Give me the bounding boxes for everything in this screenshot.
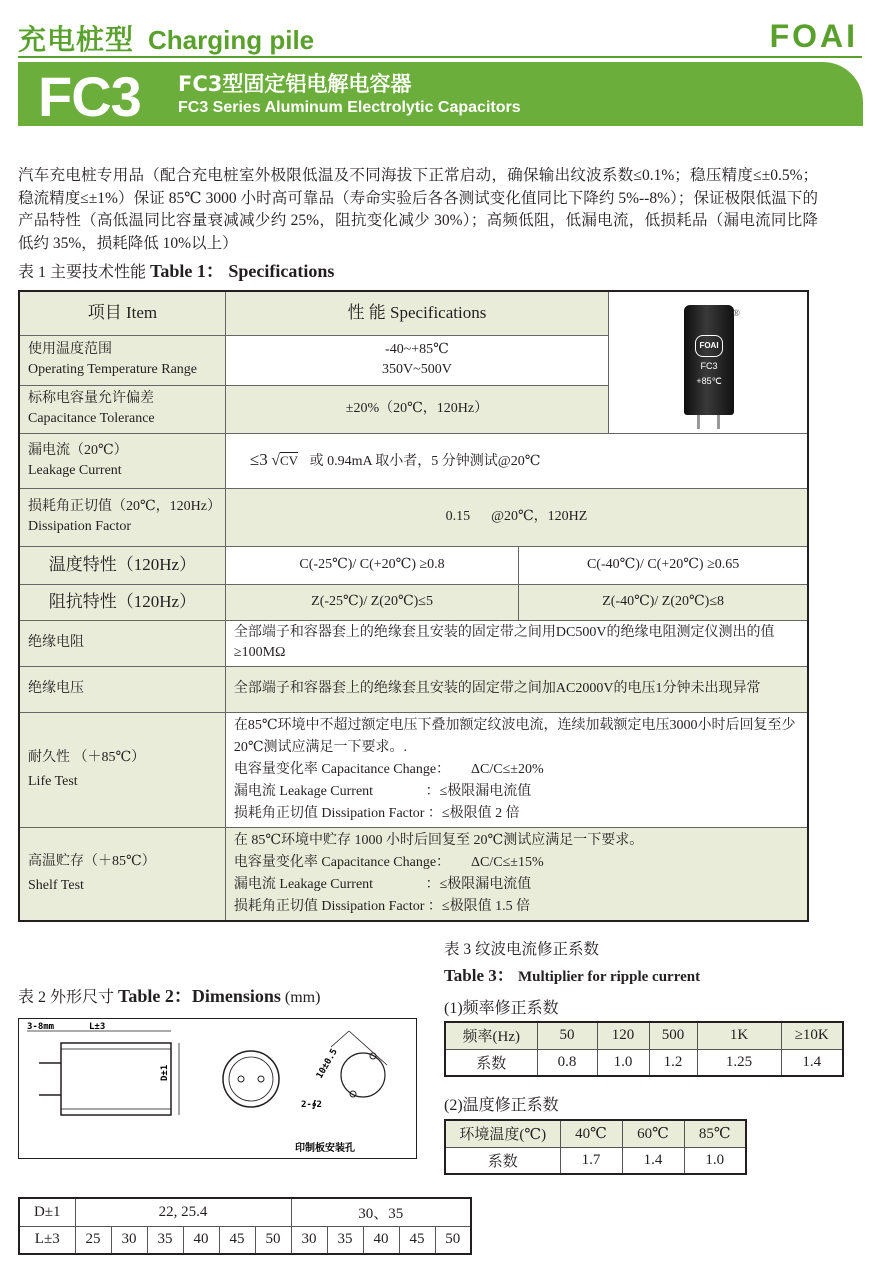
capacitor-icon: FOAI FC3 +85℃	[684, 305, 734, 415]
row-imp-label: 阻抗特性（120Hz）	[19, 584, 225, 620]
title-en: Charging pile	[148, 25, 315, 55]
row-temp-value: -40~+85℃ 350V~500V	[225, 335, 608, 385]
dim-l-value: 35	[147, 1226, 183, 1254]
table3-caption-en: Table 3： Multiplier for ripple current	[444, 966, 701, 985]
series-title-cn: FC3型固定铝电解电容器	[178, 72, 412, 96]
row-insr-label: 绝缘电阻	[19, 620, 225, 666]
dim-l-value: 30	[111, 1226, 147, 1254]
temp-coef-value: 1.0	[684, 1147, 746, 1174]
row-shelf-label: 高温贮存（＋85℃） Shelf Test	[19, 827, 225, 921]
freq-col-header: 50	[537, 1022, 597, 1049]
intro-paragraph: 汽车充电桩专用品（配合充电桩室外极限低温及不同海拔下正常启动，确保输出纹波系数≤0.1%；稳压精度≤±0.5%；稳流精度≤±1%）保证 85℃ 3000 小时高可靠品（寿命实验后各各测试变化值同比下降约 5%--8%）；保证极限低温下的产品特性（高低温同比容量衰减减少约 25%，阻抗变化减少 30%）；高频低阻，低漏电流，低损耗品（漏电流同比降低约 35%，损耗降低 10%以上）	[18, 167, 818, 252]
dim-d-group2: 30、35	[291, 1198, 471, 1226]
dim-l-value: 35	[327, 1226, 363, 1254]
head-item: 项目 Item	[19, 291, 225, 335]
temp-col-header: 60℃	[622, 1120, 684, 1147]
dim-l-value: 50	[255, 1226, 291, 1254]
temp-col-header: 40℃	[560, 1120, 622, 1147]
temp-coef-label: 系数	[445, 1147, 560, 1174]
freq-col-header: ≥10K	[781, 1022, 843, 1049]
dimension-diagram	[19, 1019, 415, 1157]
row-tol-label: 标称电容量允许偏差 Capacitance Tolerance	[19, 385, 225, 433]
row-imp-v2: Z(-40℃)/ Z(20℃)≤8	[519, 584, 808, 620]
series-title-en: FC3 Series Aluminum Electrolytic Capacitors	[178, 99, 521, 116]
freq-coef-value: 1.4	[781, 1049, 843, 1076]
row-temp-label: 使用温度范围 Operating Temperature Range	[19, 335, 225, 385]
row-life-value: 在85℃环境中不超过额定电压下叠加额定纹波电流，连续加载额定电压3000小时后回复至少20℃测试应满足一下要求。. 电容量变化率 Capacitance Change： ΔC/C≤±20% 漏电流 Leakage Current ：≤极限漏电流值 损耗角正切值 Dissipation Factor ：≤极限值 2 倍	[225, 712, 808, 827]
row-leak-value: ≤3 √CV 或 0.94mA 取小者，5 分钟测试@20℃	[225, 433, 808, 488]
table1-caption	[18, 257, 334, 283]
header-divider	[18, 56, 862, 58]
hole-label: 2-∮2	[301, 1100, 322, 1110]
frequency-table	[444, 1021, 844, 1077]
table1-caption-cn: 表 1 主要技术性能	[18, 264, 147, 281]
dim-l-value: 25	[75, 1226, 111, 1254]
capacitor-photo: FOAI FC3 +85℃ ®	[609, 291, 809, 433]
row-leak-label: 漏电流（20℃） Leakage Current	[19, 433, 225, 488]
brand-logo: FOAI	[769, 18, 858, 54]
temp-col-header: 85℃	[684, 1120, 746, 1147]
temp-coef-value: 1.7	[560, 1147, 622, 1174]
dim-l-value: 40	[363, 1226, 399, 1254]
title-cn: 充电桩型	[18, 23, 135, 56]
freq-col-header: 500	[649, 1022, 697, 1049]
row-df-label: 损耗角正切值（20℃，120Hz） Dissipation Factor	[19, 488, 225, 546]
dim-l-value: 30	[291, 1226, 327, 1254]
header-title	[18, 18, 314, 58]
temp-coef-value: 1.4	[622, 1147, 684, 1174]
head-spec: 性 能 Specifications	[225, 291, 608, 335]
row-tc-v2: C(-40℃)/ C(+20℃) ≥0.65	[519, 546, 808, 584]
row-insv-label: 绝缘电压	[19, 666, 225, 712]
dimension-drawing	[18, 1018, 417, 1159]
dim-l-value: 45	[219, 1226, 255, 1254]
dim-d-group1: 22, 25.4	[75, 1198, 291, 1226]
table3-caption-cn: 表 3 纹波电流修正系数	[444, 941, 600, 958]
series-code: FC3	[38, 65, 141, 128]
diameter-label: D±1	[160, 1064, 170, 1081]
temp-head-label: 环境温度(℃)	[445, 1120, 560, 1147]
row-tc-v1: C(-25℃)/ C(+20℃) ≥0.8	[225, 546, 518, 584]
dimensions-table	[18, 1197, 472, 1255]
lead-label: 3-8mm	[27, 1022, 55, 1032]
row-tc-label: 温度特性（120Hz）	[19, 546, 225, 584]
row-insv-value: 全部端子和容器套上的绝缘套且安装的固定带之间加AC2000V的电压1分钟未出现异常	[225, 666, 808, 712]
row-tol-value: ±20%（20℃，120Hz）	[225, 385, 608, 433]
freq-coef-value: 1.2	[649, 1049, 697, 1076]
table1-caption-en: Table 1： Specifications	[150, 261, 335, 281]
table2-caption: 表 2 外形尺寸 Table 2：Dimensions (mm)	[18, 986, 321, 1006]
freq-col-header: 1K	[697, 1022, 781, 1049]
specifications-table	[18, 290, 809, 922]
row-life-label: 耐久性 （＋85℃） Life Test	[19, 712, 225, 827]
row-insr-value: 全部端子和容器套上的绝缘套且安装的固定带之间用DC500V的绝缘电阻测定仪测出的值≥100MΩ	[225, 620, 808, 666]
dim-l-label: L±3	[19, 1226, 75, 1254]
length-label: L±3	[89, 1022, 106, 1032]
freq-head-label: 频率(Hz)	[445, 1022, 537, 1049]
freq-coef-value: 1.25	[697, 1049, 781, 1076]
temp-caption: (2)温度修正系数	[444, 1097, 559, 1114]
pcb-label: 印制板安装孔	[295, 1143, 355, 1154]
freq-caption: (1)频率修正系数	[444, 1000, 559, 1017]
freq-col-header: 120	[597, 1022, 649, 1049]
pitch-label: 10±0.5	[314, 1047, 340, 1081]
dim-d-label: D±1	[19, 1198, 75, 1226]
row-shelf-value: 在 85℃环境中贮存 1000 小时后回复至 20℃测试应满足一下要求。 电容量变化率 Capacitance Change： ΔC/C≤±15% 漏电流 Leakage Current ：≤极限漏电流值 损耗角正切值 Dissipation Factor ：≤极限值 1.5 倍	[225, 827, 808, 921]
row-df-value: 0.15 @20℃，120HZ	[225, 488, 808, 546]
row-imp-v1: Z(-25℃)/ Z(20℃)≤5	[225, 584, 518, 620]
temperature-table	[444, 1119, 747, 1175]
freq-coef-value: 1.0	[597, 1049, 649, 1076]
dim-l-value: 45	[399, 1226, 435, 1254]
dim-l-value: 40	[183, 1226, 219, 1254]
freq-coef-value: 0.8	[537, 1049, 597, 1076]
series-banner	[18, 62, 863, 126]
dim-l-value: 50	[435, 1226, 471, 1254]
freq-coef-label: 系数	[445, 1049, 537, 1076]
